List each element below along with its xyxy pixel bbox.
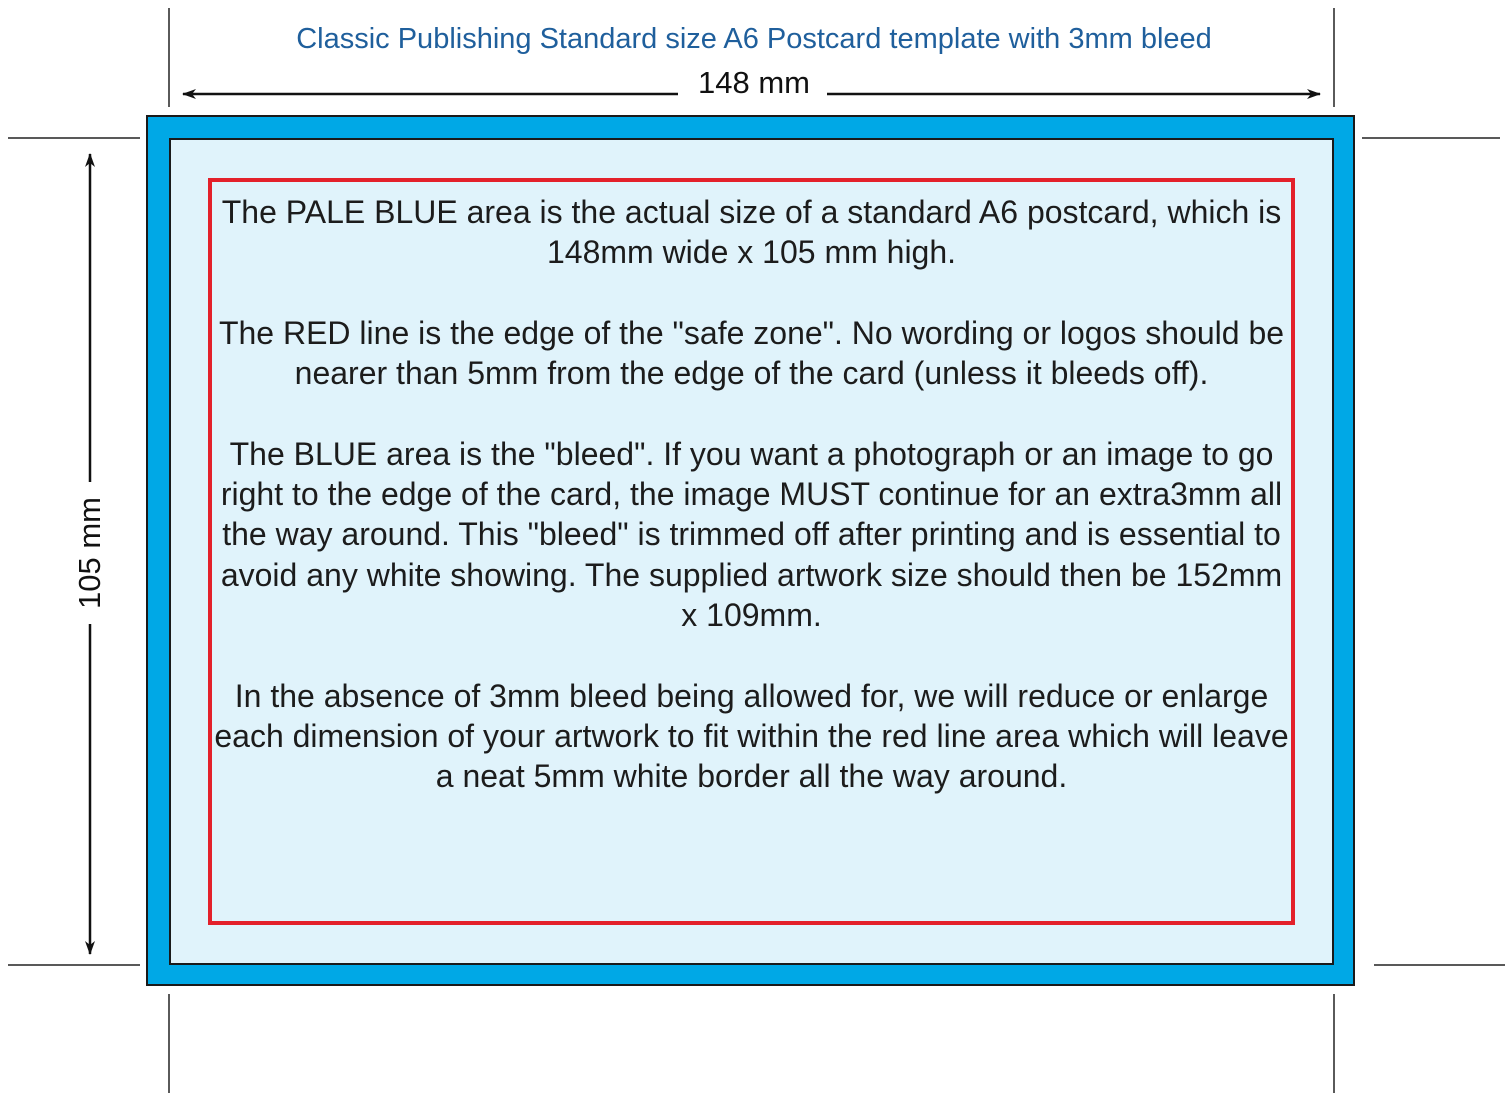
template-title: Classic Publishing Standard size A6 Postcard template with 3mm bleed bbox=[296, 23, 1212, 55]
paragraph-bleed: The BLUE area is the "bleed". If you want a photograph or an image to go right to the edge of the card, the image MUST continue for an extra3mm all the way around. This "bleed" is trimmed off after printing and is essential to avoid any white showing. The supplied artwork size should then be 152mm x 109mm. bbox=[220, 435, 1283, 633]
paragraph-card-size: The PALE BLUE area is the actual size of a standard A6 postcard, which is 148mm wide x 105 mm high. bbox=[221, 194, 1282, 271]
height-dimension-label: 105 mm bbox=[70, 492, 110, 614]
paragraph-no-bleed: In the absence of 3mm bleed being allowed for, we will reduce or enlarge each dimension of your artwork to fit within the red line area which will leave a neat 5mm white border all the way around. bbox=[214, 677, 1289, 795]
paragraph-safe-zone: The RED line is the edge of the "safe zone". No wording or logos should be nearer than 5mm from the edge of the card (unless it bleeds off). bbox=[218, 314, 1285, 392]
width-dimension-label: 148 mm bbox=[681, 64, 827, 102]
instructions-text bbox=[214, 192, 1289, 796]
